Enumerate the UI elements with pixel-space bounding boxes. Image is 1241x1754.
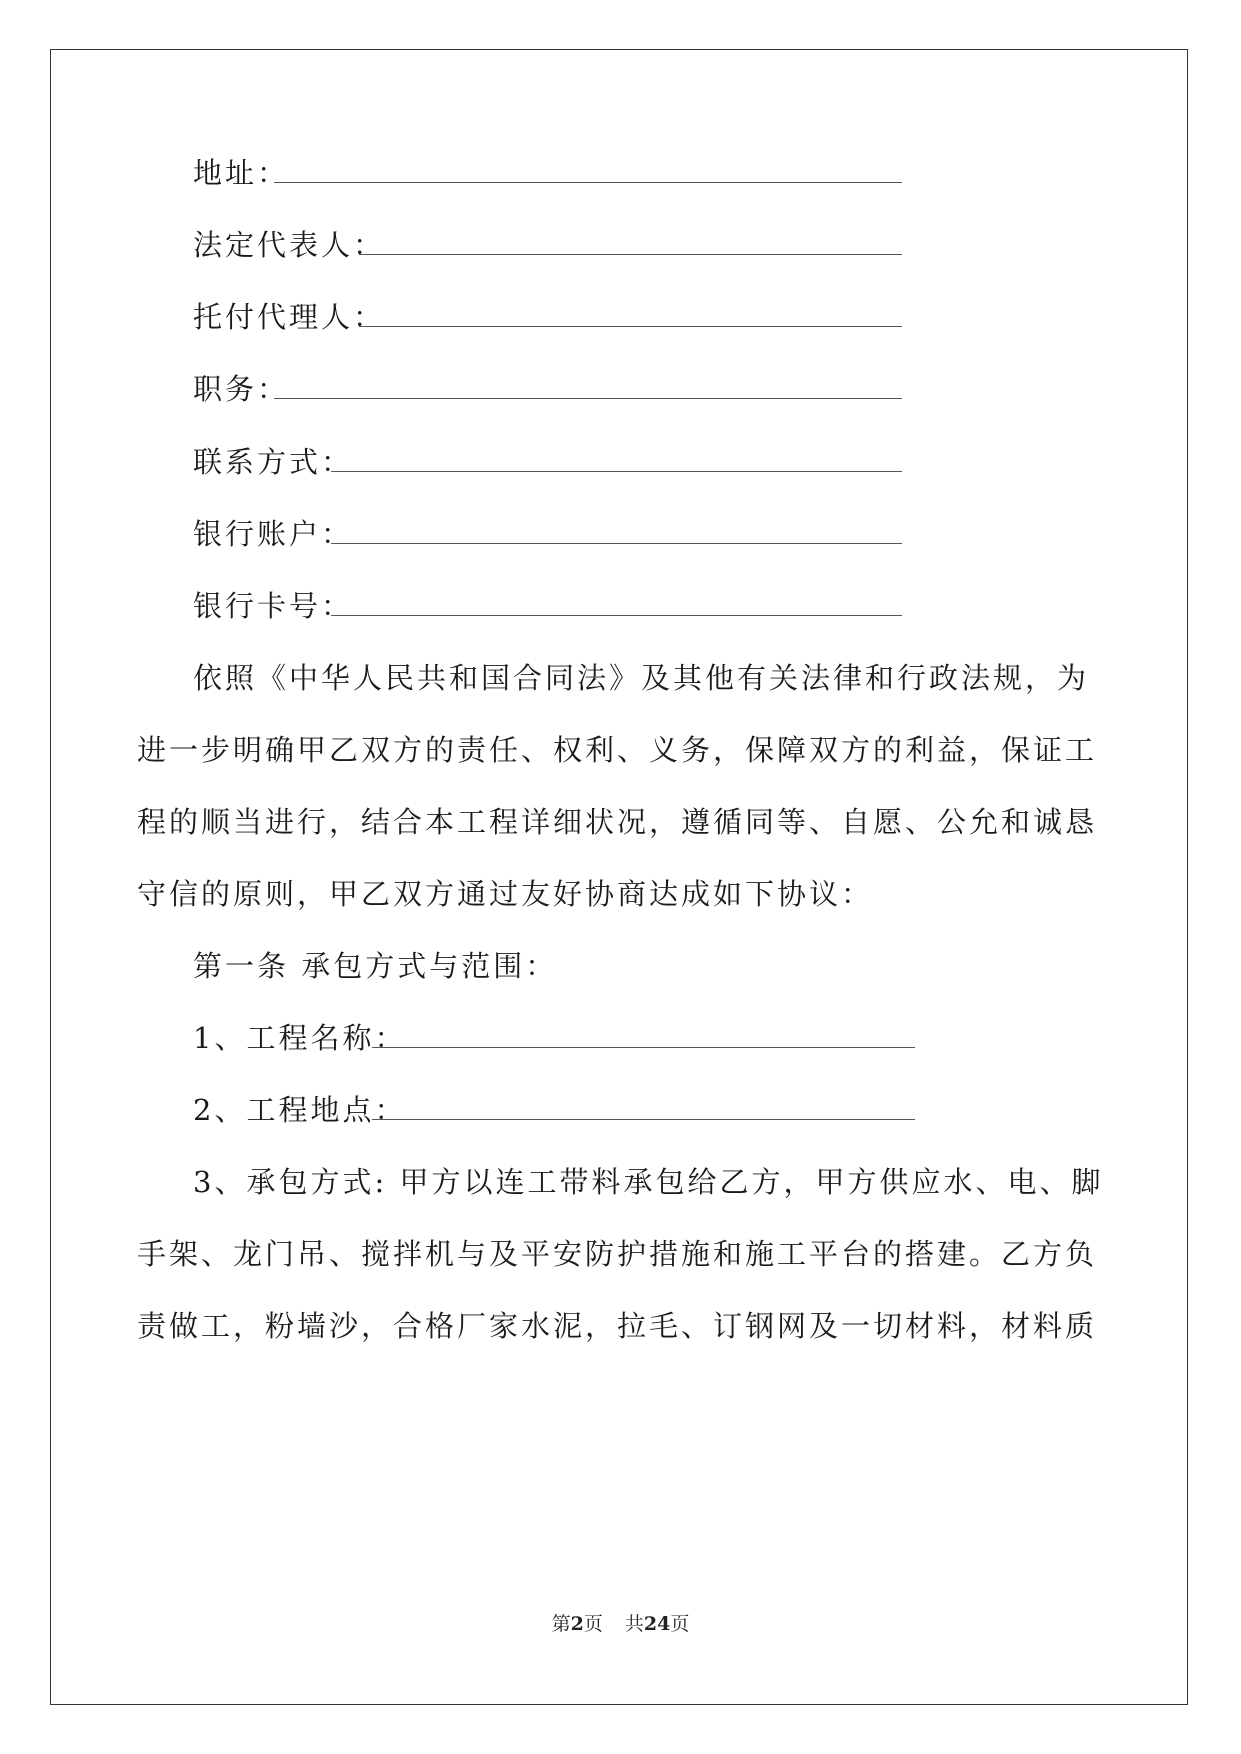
contract-method-line: 手架、龙门吊、搅拌机与及平安防护措施和施工平台的搭建。乙方负: [137, 1237, 1098, 1271]
total-pages: 24: [643, 1613, 671, 1635]
paragraph-line: 守信的原则，甲乙双方通过友好协商达成如下协议：: [137, 877, 874, 911]
agent-blank[interactable]: [359, 326, 902, 327]
address-blank[interactable]: [274, 182, 902, 183]
position-label: 职务：: [193, 372, 290, 406]
page-unit: 页: [583, 1613, 603, 1635]
page-footer: [0, 1612, 1241, 1636]
project-location-label: 2、工程地点：: [193, 1093, 407, 1127]
bank-card-label: 银行卡号：: [193, 589, 354, 623]
article-heading: 第一条 承包方式与范围：: [193, 949, 558, 983]
address-label: 地址：: [193, 156, 290, 190]
legal-rep-blank[interactable]: [359, 254, 902, 255]
contact-blank[interactable]: [331, 471, 902, 472]
total-unit: 页: [670, 1613, 690, 1635]
agent-label: 托付代理人：: [193, 300, 386, 334]
bank-account-blank[interactable]: [331, 543, 902, 544]
page-number: 2: [570, 1613, 584, 1635]
bank-account-label: 银行账户：: [193, 517, 354, 551]
page-prefix: 第: [551, 1613, 571, 1635]
paragraph-line: 程的顺当进行，结合本工程详细状况，遵循同等、自愿、公允和诚恳: [137, 805, 1098, 839]
contract-method-line: 3、承包方式: 甲方以连工带料承包给乙方，甲方供应水、电、脚: [193, 1165, 1104, 1199]
paragraph-line: 依照《中华人民共和国合同法》及其他有关法律和行政法规，为: [193, 661, 1090, 695]
position-blank[interactable]: [274, 398, 902, 399]
project-name-blank[interactable]: [372, 1047, 915, 1048]
project-name-label: 1、工程名称：: [193, 1021, 407, 1055]
contact-label: 联系方式：: [193, 445, 354, 479]
legal-rep-label: 法定代表人：: [193, 228, 386, 262]
contract-method-line: 责做工，粉墙沙，合格厂家水泥，拉毛、订钢网及一切材料，材料质: [137, 1309, 1098, 1343]
bank-card-blank[interactable]: [331, 615, 902, 616]
paragraph-line: 进一步明确甲乙双方的责任、权利、义务，保障双方的利益，保证工: [137, 733, 1098, 767]
project-location-blank[interactable]: [372, 1119, 915, 1120]
total-prefix: 共: [624, 1613, 644, 1635]
